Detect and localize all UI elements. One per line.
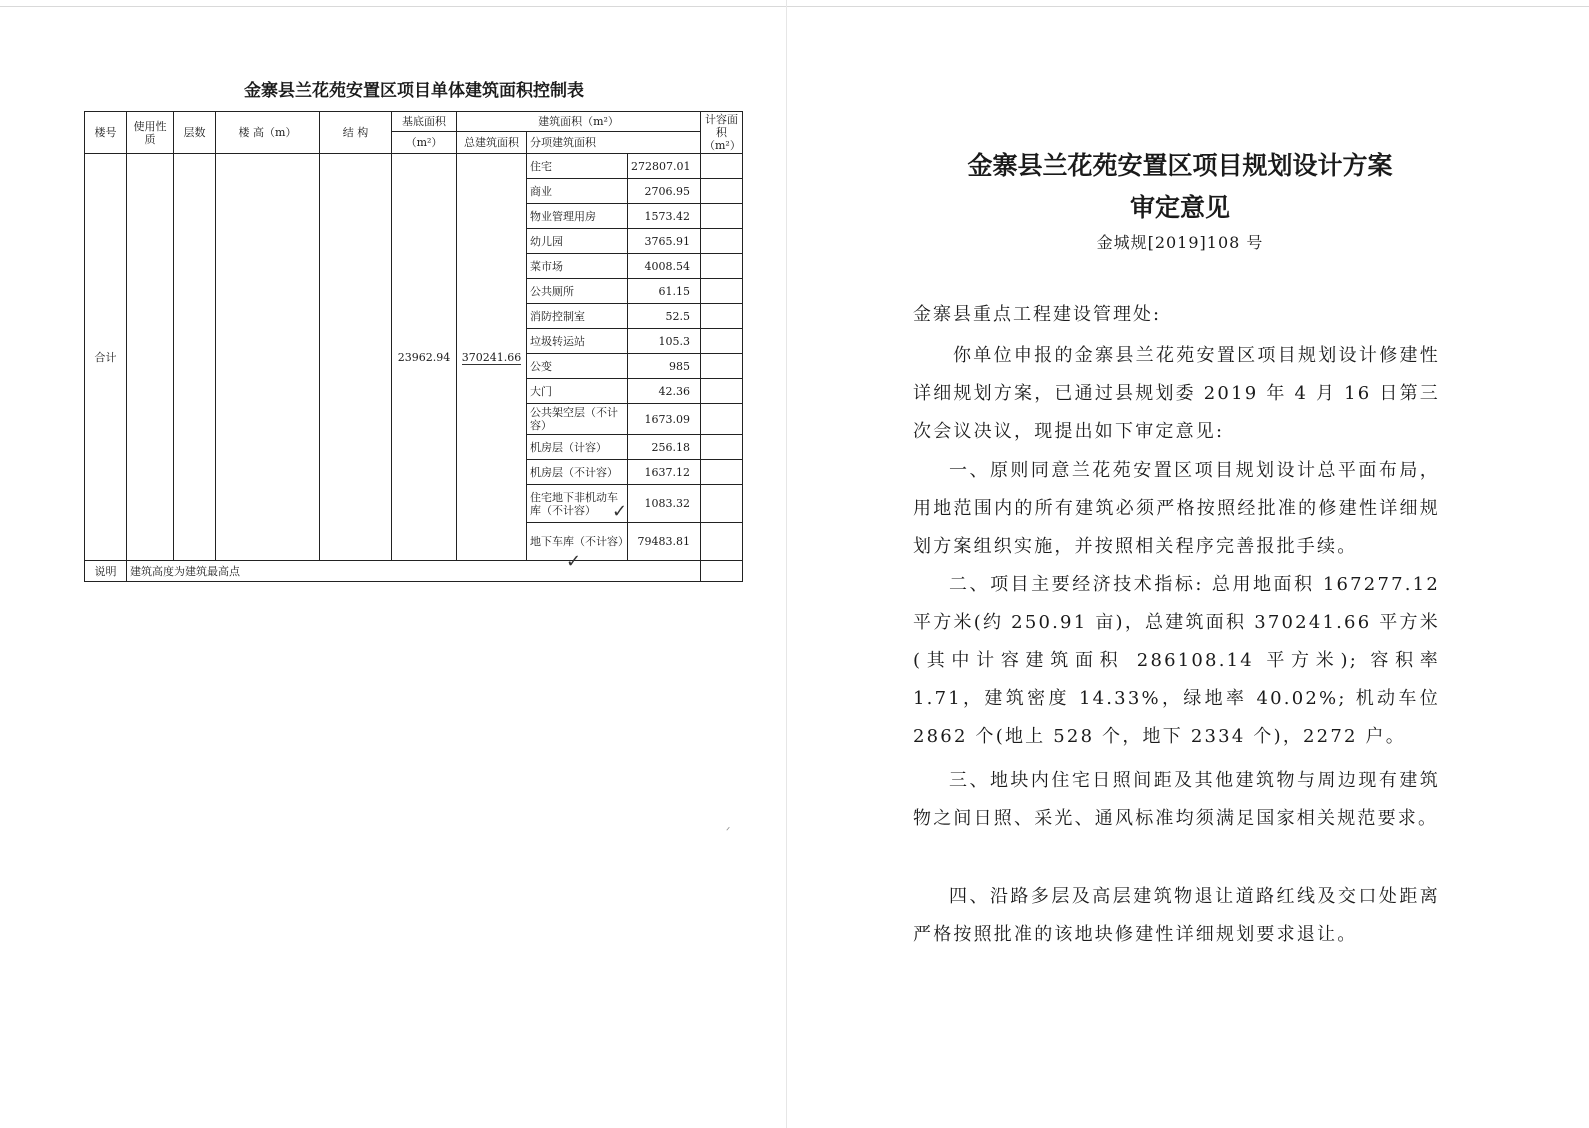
note-text: 建筑高度为建筑最高点	[127, 561, 701, 582]
sub-item-value: 52.5	[628, 304, 701, 329]
header-gross-area: 建筑面积（m²）	[457, 112, 701, 132]
far-cell	[701, 485, 743, 523]
paragraph-item-3: 三、地块内住宅日照间距及其他建筑物与周边现有建筑物之间日照、采光、通风标准均须满足国家相关规范要求。	[913, 770, 1440, 829]
floors-cell	[174, 154, 216, 561]
sub-item-value: 61.15	[628, 279, 701, 304]
sub-item-name: 公变	[527, 354, 628, 379]
far-cell	[701, 354, 743, 379]
note-label: 说明	[85, 561, 127, 582]
doc-title-line2: 审定意见	[1129, 193, 1230, 222]
scan-top-edge	[0, 6, 1589, 7]
sub-item-name: 机房层（计容）	[527, 435, 628, 460]
area-control-table	[84, 111, 743, 582]
sub-item-name: 地下车库（不计容）	[527, 523, 628, 561]
paragraph-item-1: 一、原则同意兰花苑安置区项目规划设计总平面布局，用地范围内的所有建筑必须严格按照经批准的修建性详细规划方案组织实施，并按照相关程序完善报批手续。	[913, 460, 1440, 557]
header-height: 楼 高（m）	[216, 112, 320, 154]
total-label: 合计	[85, 154, 127, 561]
sub-item-name: 垃圾转运站	[527, 329, 628, 354]
header-far-area-unit: （m²）	[704, 139, 741, 152]
height-cell	[216, 154, 320, 561]
sub-item-value: 272807.01	[628, 154, 701, 179]
sub-item-value: 4008.54	[628, 254, 701, 279]
header-floors: 层数	[174, 112, 216, 154]
far-cell	[701, 460, 743, 485]
sub-item-value: 3765.91	[628, 229, 701, 254]
base-area-value: 23962.94	[392, 154, 457, 561]
header-use: 使用性质	[127, 112, 174, 154]
sub-item-value: 256.18	[628, 435, 701, 460]
table-title: 金寨县兰花苑安置区项目单体建筑面积控制表	[244, 81, 584, 101]
sub-item-name: 幼儿园	[527, 229, 628, 254]
sub-item-name: 公共厕所	[527, 279, 628, 304]
sub-item-value: 1637.12	[628, 460, 701, 485]
sub-item-value: 2706.95	[628, 179, 701, 204]
far-cell	[701, 561, 743, 582]
header-base-area: 基底面积	[392, 112, 457, 132]
paragraph-item-2: 二、项目主要经济技术指标: 总用地面积 167277.12 平方米(约 250.91 亩)，总建筑面积 370241.66 平方米(其中计容建筑面积 286108.14 平方米); 容积率 1.71，建筑密度 14.33%，绿地率 40.02%; 机动车位 2862 个(地上 528 个，地下 2334 个)，2272 户。	[913, 574, 1440, 747]
header-total-area: 总建筑面积	[457, 132, 527, 154]
sub-item-name: 大门	[527, 379, 628, 404]
far-cell	[701, 179, 743, 204]
sub-item-name: 住宅	[527, 154, 628, 179]
sub-item-name: 商业	[527, 179, 628, 204]
sub-item-name: 菜市场	[527, 254, 628, 279]
far-cell	[701, 279, 743, 304]
structure-cell	[320, 154, 392, 561]
header-far-area-label: 计容面积	[705, 113, 738, 139]
sub-item-value: 1673.09	[628, 404, 701, 435]
page-fold-line	[786, 0, 787, 1128]
sub-item-name: 机房层（不计容）	[527, 460, 628, 485]
sub-item-name: 公共架空层（不计容）	[527, 404, 628, 435]
sub-item-value: 42.36	[628, 379, 701, 404]
doc-title-line1: 金寨县兰花苑安置区项目规划设计方案	[967, 151, 1393, 180]
header-sub-area: 分项建筑面积	[527, 132, 701, 154]
sub-item-name: 住宅地下非机动车库（不计容）	[527, 485, 628, 523]
far-cell	[701, 254, 743, 279]
sub-item-value: 985	[628, 354, 701, 379]
sub-item-value: 105.3	[628, 329, 701, 354]
header-building-no: 楼号	[85, 112, 127, 154]
far-cell	[701, 154, 743, 179]
total-area-text: 370241.66	[461, 350, 522, 364]
far-cell	[701, 435, 743, 460]
far-cell	[701, 329, 743, 354]
far-cell	[701, 304, 743, 329]
check-mark-icon: ✓	[566, 551, 582, 572]
use-cell	[127, 154, 174, 561]
far-cell	[701, 379, 743, 404]
header-structure: 结 构	[320, 112, 392, 154]
far-cell	[701, 204, 743, 229]
sub-item-name: 物业管理用房	[527, 204, 628, 229]
header-far-area	[701, 112, 743, 154]
doc-number: 金城规[2019]108 号	[1096, 233, 1264, 252]
sub-item-value: 1573.42	[628, 204, 701, 229]
paragraph-intro: 你单位申报的金寨县兰花苑安置区项目规划设计修建性详细规划方案，已通过县规划委 2019 年 4 月 16 日第三次会议决议，现提出如下审定意见:	[913, 345, 1440, 442]
sub-item-value: 79483.81	[628, 523, 701, 561]
far-cell	[701, 229, 743, 254]
total-area-value	[457, 154, 527, 561]
scan-speck: ᐟ	[726, 826, 731, 837]
paragraph-item-4: 四、沿路多层及高层建筑物退让道路红线及交口处距离严格按照批准的该地块修建性详细规划要求退让。	[913, 886, 1440, 945]
far-cell	[701, 523, 743, 561]
check-mark-icon: ✓	[612, 501, 628, 522]
far-cell	[701, 404, 743, 435]
sub-item-value: 1083.32	[628, 485, 701, 523]
header-base-area-unit: （m²）	[392, 132, 457, 154]
addressee: 金寨县重点工程建设管理处:	[913, 304, 1162, 325]
sub-item-name: 消防控制室	[527, 304, 628, 329]
